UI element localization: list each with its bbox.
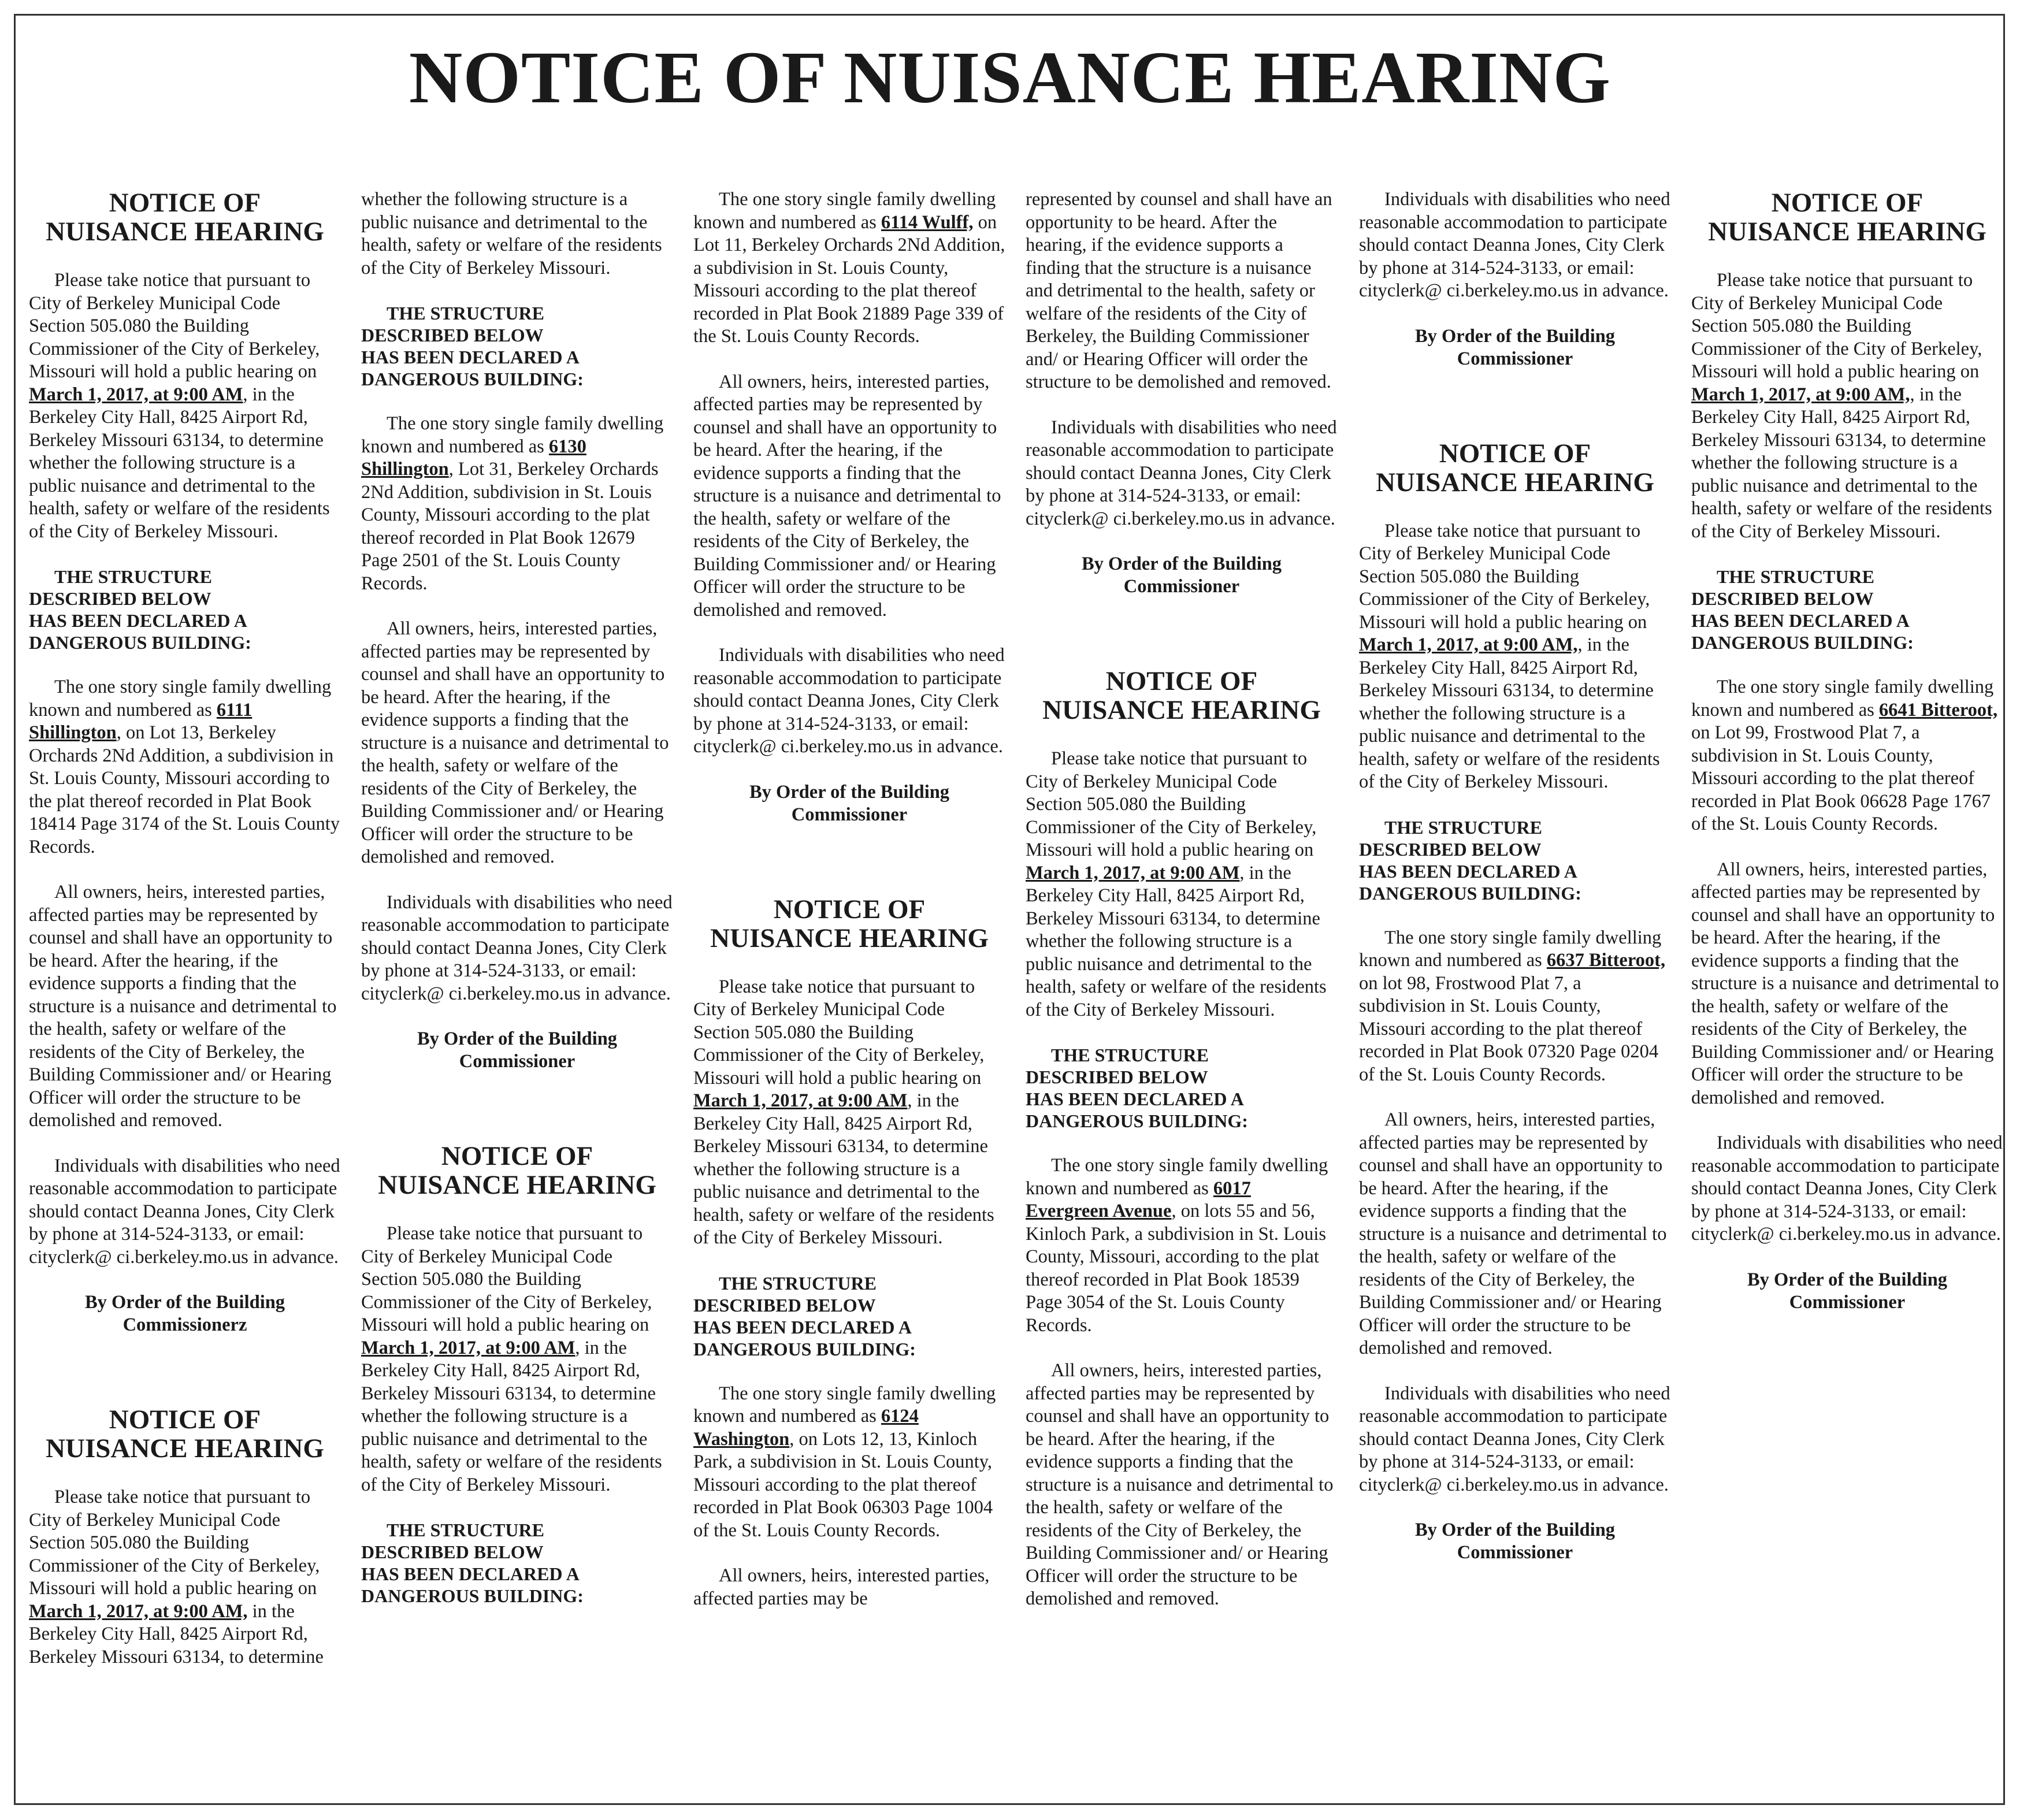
notice-intro: Please take notice that pursuant to City of Berkeley Municipal Code Section 505.080 the Building Commissioner of the City of Berkeley, Missouri will hold a public hearing on March 1, 2017, at 9:00 AM,, in the Berkeley City Hall, 8425 Airport Rd, Berkeley Missouri 63134, to determine whether the following structure is a public nuisance and detrimental to the health, safety or welfare of the residents of the City of Berkeley Missouri. [1359,520,1660,792]
notice-heading: NOTICE OF NUISANCE HEARING [1042,666,1321,725]
notice-heading: NOTICE OF NUISANCE HEARING [46,188,324,247]
structure-description: The one story single family dwelling known and numbered as 6124 Washington, on Lots 12, 13, Kinloch Park, a subdivision in St. Louis County, Missouri according to the plat thereof recorded in Plat Book 06303 Page 1004 of the St. Louis County Records. [693,1383,996,1541]
declaration: THE STRUCTURE DESCRIBED BELOW HAS BEEN DECLARED A DANGEROUS BUILDING: [1359,816,1581,904]
disabilities-paragraph: Individuals with disabilities who need reasonable accommodation to participate should contact Deanna Jones, City Clerk by phone at 314-524-3133, or email: cityclerk@ ci.berkeley.mo.us in advance. [1691,1132,2003,1245]
signature: By Order of the Building Commissioner [1747,1269,1948,1313]
property-address: 6017 Evergreen Avenue [1026,1178,1251,1221]
hearing-date: March 1, 2017, at 9:00 AM [29,384,243,405]
property-address: 6114 Wulff, [881,211,974,233]
declaration: THE STRUCTURE DESCRIBED BELOW HAS BEEN DECLARED A DANGEROUS BUILDING: [1691,566,1914,653]
notice-intro: Please take notice that pursuant to City of Berkeley Municipal Code Section 505.080 the Building Commissioner of the City of Berkeley, Missouri will hold a public hearing on March 1, 2017, at 9:00 AM, in the Berkeley City Hall, 8425 Airport Rd, Berkeley Missouri 63134, to determine whether the following structure is a public nuisance and detrimental to the health, safety or welfare of the residents of the City of Berkeley Missouri. [1026,748,1327,1020]
owners-paragraph: All owners, heirs, interested parties, affected parties may be represented by counsel and shall have an opportunity to be heard. After the hearing, if the evidence supports a finding that the structure is a nuisance and detrimental to the health, safety or welfare of the residents of the City of Berkeley, the Building Commissioner and/ or Hearing Officer will order the structure to be demolished and removed. [1026,1360,1334,1609]
structure-description: The one story single family dwelling known and numbered as 6111 Shillington, on Lot 13, Berkeley Orchards 2Nd Addition, a subdivision in St. Louis County, Missouri according to the plat thereof recorded in Plat Book 18414 Page 3174 of the St. Louis County Records. [29,677,340,857]
notice-heading: NOTICE OF NUISANCE HEARING [46,1405,324,1464]
declaration: THE STRUCTURE DESCRIBED BELOW HAS BEEN DECLARED A DANGEROUS BUILDING: [361,1520,584,1606]
page-title: NOTICE OF NUISANCE HEARING [409,36,1611,118]
notice-heading: NOTICE OF NUISANCE HEARING [1376,438,1654,497]
hearing-date: March 1, 2017, at 9:00 AM, [1691,384,1910,405]
notice-intro: Please take notice that pursuant to City of Berkeley Municipal Code Section 505.080 the Building Commissioner of the City of Berkeley, Missouri will hold a public hearing on March 1, 2017, at 9:00 AM, in the Berkeley City Hall, 8425 Airport Rd, Berkeley Missouri 63134, to determine whether the following structure is a public nuisance and detrimental to the health, safety or welfare of the residents of the City of Berkeley Missouri. [361,1223,662,1495]
declaration: THE STRUCTURE DESCRIBED BELOW HAS BEEN DECLARED A DANGEROUS BUILDING: [29,566,251,653]
property-address: 6637 Bitteroot, [1546,950,1666,971]
column-3 [693,188,1005,1795]
signature: By Order of the Building Commissioner [417,1028,618,1072]
signature: By Order of the Building Commissioner [749,781,950,825]
disabilities-paragraph: Individuals with disabilities who need reasonable accommodation to participate should contact Deanna Jones, City Clerk by phone at 314-524-3133, or email: cityclerk@ ci.berkeley.mo.us in advance. [361,892,673,1004]
owners-paragraph: All owners, heirs, interested parties, affected parties may be represented by counsel and shall have an opportunity to be heard. After the hearing, if the evidence supports a finding that the structure is a nuisance and detrimental to the health, safety or welfare of the residents of the City of Berkeley, the Building Commissioner and/ or Hearing Officer will order the structure to be demolished and removed. [29,882,337,1131]
signature: By Order of the Building Commissioner [1414,1520,1616,1563]
hearing-date: March 1, 2017, at 9:00 AM, [1359,634,1578,655]
owners-paragraph-continued: represented by counsel and shall have an opportunity to be heard. After the hearing, if the evidence supports a finding that the structure is a nuisance and detrimental to the health, safety or welfare of the residents of the City of Berkeley, the Building Commissioner and/ or Hearing Officer will order the structure to be demolished and removed. [1026,189,1332,392]
property-address: 6130 Shillington [361,436,586,480]
owners-paragraph: All owners, heirs, interested parties, affected parties may be represented by counsel and shall have an opportunity to be heard. After the hearing, if the evidence supports a finding that the structure is a nuisance and detrimental to the health, safety or welfare of the residents of the City of Berkeley, the Building Commissioner and/ or Hearing Officer will order the structure to be demolished and removed. [693,371,1001,621]
signature: By Order of the Building Commissioner [1414,325,1616,369]
signature: By Order of the Building Commissionerz [84,1292,285,1335]
notice-heading: NOTICE OF NUISANCE HEARING [710,894,989,953]
notice-intro: Please take notice that pursuant to City of Berkeley Municipal Code Section 505.080 the Building Commissioner of the City of Berkeley, Missouri will hold a public hearing on March 1, 2017, at 9:00 AM,, in the Berkeley City Hall, 8425 Airport Rd, Berkeley Missouri 63134, to determine whether the following structure is a public nuisance and detrimental to the health, safety or welfare of the residents of the City of Berkeley Missouri. [1691,270,1992,542]
property-address: 6641 Bitteroot, [1878,699,1998,720]
notice-intro-continued: whether the following structure is a public nuisance and detrimental to the health, safety or welfare of the residents of the City of Berkeley Missouri. [361,189,662,278]
column-1 [29,188,341,1795]
disabilities-paragraph: Individuals with disabilities who need reasonable accommodation to participate should contact Deanna Jones, City Clerk by phone at 314-524-3133, or email: cityclerk@ ci.berkeley.mo.us in advance. [1026,417,1337,529]
structure-description: The one story single family dwelling known and numbered as 6114 Wulff, on Lot 11, Berkeley Orchards 2Nd Addition, a subdivision in St. Louis County, Missouri according to the plat thereof recorded in Plat Book 21889 Page 339 of the St. Louis County Records. [693,189,1005,347]
column-5 [1359,188,1671,1795]
column-2 [361,188,673,1795]
owners-paragraph: All owners, heirs, interested parties, affected parties may be represented by counsel and shall have an opportunity to be heard. After the hearing, if the evidence supports a finding that the structure is a nuisance and detrimental to the health, safety or welfare of the residents of the City of Berkeley, the Building Commissioner and/ or Hearing Officer will order the structure to be demolished and removed. [361,618,669,867]
hearing-date: March 1, 2017, at 9:00 AM [361,1337,575,1358]
hearing-date: March 1, 2017, at 9:00 AM, [29,1600,248,1622]
disabilities-paragraph: Individuals with disabilities who need reasonable accommodation to participate should contact Deanna Jones, City Clerk by phone at 314-524-3133, or email: cityclerk@ ci.berkeley.mo.us in advance. [1359,1383,1670,1495]
declaration: THE STRUCTURE DESCRIBED BELOW HAS BEEN DECLARED A DANGEROUS BUILDING: [693,1272,916,1360]
structure-description: The one story single family dwelling known and numbered as 6130 Shillington, Lot 31, Berkeley Orchards 2Nd Addition, subdivision in St. Louis County, Missouri according to the plat thereof recorded in Plat Book 12679 Page 2501 of the St. Louis County Records. [361,413,664,594]
declaration: THE STRUCTURE DESCRIBED BELOW HAS BEEN DECLARED A DANGEROUS BUILDING: [361,303,584,389]
structure-description: The one story single family dwelling known and numbered as 6637 Bitteroot, on lot 98, Frostwood Plat 7, a subdivision in St. Louis County, Missouri according to the plat thereof recorded in Plat Book 07320 Page 0204 of the St. Louis County Records. [1359,927,1666,1085]
property-address: 6124 Washington [693,1406,919,1450]
notice-intro: Please take notice that pursuant to City of Berkeley Municipal Code Section 505.080 the Building Commissioner of the City of Berkeley, Missouri will hold a public hearing on March 1, 2017, at 9:00 AM, in the Berkeley City Hall, 8425 Airport Rd, Berkeley Missouri 63134, to determine whether the following structure is a public nuisance and detrimental to the health, safety or welfare of the residents of the City of Berkeley Missouri. [29,270,330,542]
disabilities-paragraph: Individuals with disabilities who need reasonable accommodation to participate should contact Deanna Jones, City Clerk by phone at 314-524-3133, or email: cityclerk@ ci.berkeley.mo.us in advance. [1359,189,1670,301]
owners-paragraph: All owners, heirs, interested parties, affected parties may be represented by counsel and shall have an opportunity to be heard. After the hearing, if the evidence supports a finding that the structure is a nuisance and detrimental to the health, safety or welfare of the residents of the City of Berkeley, the Building Commissioner and/ or Hearing Officer will order the structure to be demolished and removed. [1359,1109,1667,1358]
column-6 [1691,188,2003,1795]
column-4 [1026,188,1338,1795]
property-address: 6111 Shillington [29,699,252,743]
notice-heading: NOTICE OF NUISANCE HEARING [1708,188,1986,247]
signature: By Order of the Building Commissioner [1081,554,1282,597]
structure-description: The one story single family dwelling known and numbered as 6017 Evergreen Avenue, on lots 55 and 56, Kinloch Park, a subdivision in St. Louis County, Missouri, according to the plat thereof recorded in Plat Book 18539 Page 3054 of the St. Louis County Records. [1026,1155,1328,1336]
hearing-date: March 1, 2017, at 9:00 AM [693,1090,908,1111]
owners-paragraph-partial: All owners, heirs, interested parties, affected parties may be [693,1565,990,1609]
notice-intro: Please take notice that pursuant to City of Berkeley Municipal Code Section 505.080 the Building Commissioner of the City of Berkeley, Missouri will hold a public hearing on March 1, 2017, at 9:00 AM, in the Berkeley City Hall, 8425 Airport Rd, Berkeley Missouri 63134, to determine [29,1487,324,1667]
hearing-date: March 1, 2017, at 9:00 AM [1026,862,1240,883]
disabilities-paragraph: Individuals with disabilities who need reasonable accommodation to participate should contact Deanna Jones, City Clerk by phone at 314-524-3133, or email: cityclerk@ ci.berkeley.mo.us in advance. [29,1155,340,1268]
structure-description: The one story single family dwelling known and numbered as 6641 Bitteroot, on Lot 99, Frostwood Plat 7, a subdivision in St. Louis County, Missouri according to the plat thereof recorded in Plat Book 06628 Page 1767 of the St. Louis County Records. [1691,677,1998,834]
notice-intro: Please take notice that pursuant to City of Berkeley Municipal Code Section 505.080 the Building Commissioner of the City of Berkeley, Missouri will hold a public hearing on March 1, 2017, at 9:00 AM, in the Berkeley City Hall, 8425 Airport Rd, Berkeley Missouri 63134, to determine whether the following structure is a public nuisance and detrimental to the health, safety or welfare of the residents of the City of Berkeley Missouri. [693,976,994,1248]
disabilities-paragraph: Individuals with disabilities who need reasonable accommodation to participate should contact Deanna Jones, City Clerk by phone at 314-524-3133, or email: cityclerk@ ci.berkeley.mo.us in advance. [693,645,1005,757]
notice-heading: NOTICE OF NUISANCE HEARING [378,1141,656,1200]
owners-paragraph: All owners, heirs, interested parties, affected parties may be represented by counsel and shall have an opportunity to be heard. After the hearing, if the evidence supports a finding that the structure is a nuisance and detrimental to the health, safety or welfare of the residents of the City of Berkeley, the Building Commissioner and/ or Hearing Officer will order the structure to be demolished and removed. [1691,859,1999,1108]
declaration: THE STRUCTURE DESCRIBED BELOW HAS BEEN DECLARED A DANGEROUS BUILDING: [1026,1045,1248,1131]
